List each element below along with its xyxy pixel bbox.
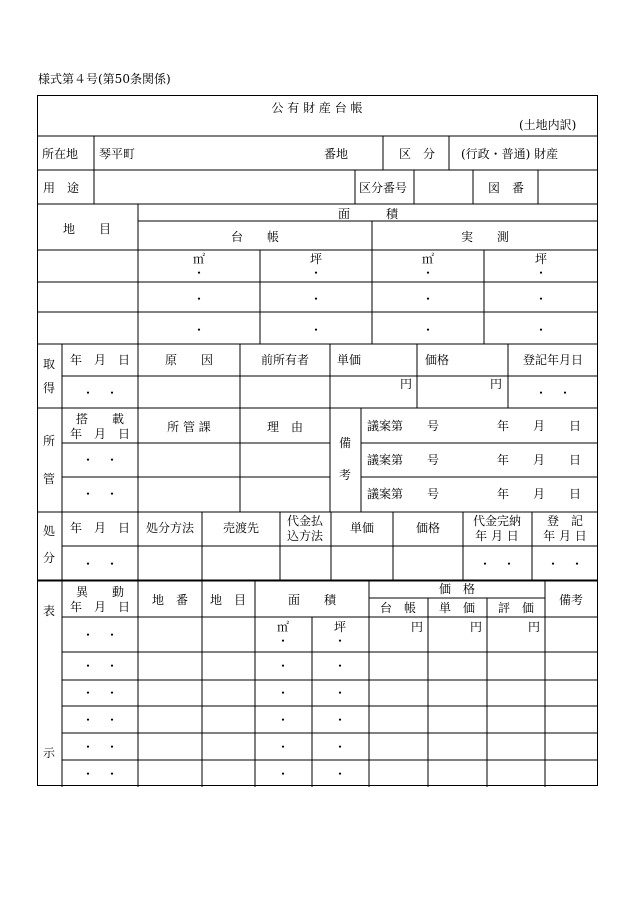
date-placeholder: ・ ・ <box>81 713 119 727</box>
ledger-title: 公 有 財 産 台 帳 <box>271 101 363 115</box>
ledger-subtitle: (土地内訳) <box>519 118 577 132</box>
disposal-date-header: 年 月 日 <box>69 521 131 535</box>
display-remarks-header: 備考 <box>558 593 584 607</box>
form-label: 様式第４号(第50条関係) <box>38 72 171 86</box>
form-grid-lines <box>37 95 598 787</box>
acquisition-date-header: 年 月 日 <box>69 353 131 367</box>
disposal-registration-header-bottom: 年 月 日 <box>543 529 587 543</box>
acquisition-price-header: 価格 <box>425 353 450 367</box>
decimal-dot: ・ <box>534 323 548 337</box>
decimal-dot: ・ <box>333 767 347 781</box>
disposal-registration-header-top: 登 記 <box>546 514 584 528</box>
area-label: 面 積 <box>337 207 399 221</box>
registration-date-header: 登記年月日 <box>522 353 584 367</box>
decimal-dot: ・ <box>276 740 290 754</box>
decimal-dot: ・ <box>276 659 290 673</box>
date-placeholder: ・ ・ <box>81 740 119 754</box>
date-placeholder: ・ ・ <box>81 487 119 501</box>
reason-header: 理 由 <box>266 420 304 434</box>
map-number-label: 図 番 <box>488 181 525 195</box>
buyer-header: 売渡先 <box>222 521 260 535</box>
display-area-header: 面 積 <box>287 593 337 607</box>
location-value[interactable]: 琴平町 <box>99 147 136 161</box>
decimal-dot: ・ <box>333 634 347 648</box>
cause-header: 原 因 <box>164 353 214 367</box>
decimal-dot: ・ <box>309 292 323 306</box>
payment-method-header-top: 代金払 <box>286 514 324 528</box>
decimal-dot: ・ <box>333 686 347 700</box>
decimal-dot: ・ <box>309 323 323 337</box>
management-label-bottom: 管 <box>42 472 56 486</box>
bill-date: 年 月 日 <box>497 453 582 467</box>
remarks-label-bottom: 考 <box>338 468 352 482</box>
bill-number: 議案第 号 <box>367 453 440 467</box>
date-placeholder: ・ ・ <box>81 453 119 467</box>
sqm-unit: ㎡ <box>276 620 290 634</box>
survey-area-label: 実 測 <box>460 230 510 244</box>
bill-number: 議案第 号 <box>367 419 440 433</box>
sqm-unit-ledger: ㎡ <box>192 252 206 266</box>
entry-header-top: 搭 載 <box>75 412 125 426</box>
use-label: 用 途 <box>43 181 80 195</box>
bill-number: 議案第 号 <box>367 487 440 501</box>
date-placeholder: ・ ・ <box>81 557 119 571</box>
sqm-unit-survey: ㎡ <box>421 252 435 266</box>
payment-complete-header-bottom: 年 月 日 <box>475 529 519 543</box>
disposal-label-top: 処 <box>42 524 56 538</box>
yen-unit: 円 <box>411 620 424 634</box>
decimal-dot: ・ <box>276 767 290 781</box>
lot-number-header: 地 番 <box>151 593 189 607</box>
acquisition-unit-price-header: 単価 <box>337 353 362 367</box>
tsubo-unit-survey: 坪 <box>534 252 548 266</box>
decimal-dot: ・ <box>421 292 435 306</box>
decimal-dot: ・ <box>333 659 347 673</box>
bill-date: 年 月 日 <box>497 419 582 433</box>
decimal-dot: ・ <box>534 292 548 306</box>
location-label: 所在地 <box>42 147 79 161</box>
decimal-dot: ・ <box>333 713 347 727</box>
tsubo-unit-ledger: 坪 <box>309 252 323 266</box>
display-land-category-header: 地 目 <box>209 593 247 607</box>
acquisition-label-top: 取 <box>42 357 56 371</box>
decimal-dot: ・ <box>421 266 435 280</box>
bill-date: 年 月 日 <box>497 487 582 501</box>
decimal-dot: ・ <box>192 323 206 337</box>
land-ledger-form <box>37 95 598 787</box>
payment-complete-header-top: 代金完納 <box>472 514 522 528</box>
category-number-label: 区分番号 <box>359 181 408 195</box>
change-header-top: 異 動 <box>75 585 125 599</box>
decimal-dot: ・ <box>192 292 206 306</box>
date-placeholder: ・ ・ <box>546 557 584 571</box>
disposal-label-bottom: 分 <box>42 551 56 565</box>
decimal-dot: ・ <box>276 686 290 700</box>
display-ledger-header: 台 帳 <box>379 601 417 615</box>
yen-unit: 円 <box>490 377 503 391</box>
date-placeholder: ・ ・ <box>534 386 572 400</box>
land-category-label: 地 目 <box>62 222 112 236</box>
department-header: 所 管 課 <box>167 420 211 434</box>
decimal-dot: ・ <box>192 266 206 280</box>
display-unit-price-header: 単 価 <box>438 601 476 615</box>
ledger-area-label: 台 帳 <box>230 230 280 244</box>
yen-unit: 円 <box>528 620 541 634</box>
decimal-dot: ・ <box>276 634 290 648</box>
date-placeholder: ・ ・ <box>81 767 119 781</box>
remarks-label-top: 備 <box>338 436 352 450</box>
date-placeholder: ・ ・ <box>81 686 119 700</box>
yen-unit: 円 <box>470 620 483 634</box>
date-placeholder: ・ ・ <box>478 557 516 571</box>
decimal-dot: ・ <box>534 266 548 280</box>
yen-unit: 円 <box>400 377 413 391</box>
display-label-top: 表 <box>42 604 56 618</box>
decimal-dot: ・ <box>276 713 290 727</box>
display-price-header: 価 格 <box>438 582 476 596</box>
disposal-method-header: 処分方法 <box>145 521 195 535</box>
disposal-unit-price-header: 単価 <box>349 521 375 535</box>
division-value: (行政・普通) 財産 <box>461 147 559 161</box>
display-label-bottom: 示 <box>42 746 56 760</box>
date-placeholder: ・ ・ <box>81 659 119 673</box>
display-valuation-header: 評 価 <box>497 601 535 615</box>
entry-header-bottom: 年 月 日 <box>69 427 131 441</box>
payment-method-header-bottom: 込方法 <box>286 529 324 543</box>
date-placeholder: ・ ・ <box>81 386 119 400</box>
change-header-bottom: 年 月 日 <box>69 600 131 614</box>
management-label-top: 所 <box>42 434 56 448</box>
lot-label: 番地 <box>324 147 349 161</box>
acquisition-label-bottom: 得 <box>42 381 56 395</box>
tsubo-unit: 坪 <box>333 620 347 634</box>
decimal-dot: ・ <box>309 266 323 280</box>
decimal-dot: ・ <box>421 323 435 337</box>
previous-owner-header: 前所有者 <box>260 353 310 367</box>
disposal-price-header: 価格 <box>415 521 441 535</box>
date-placeholder: ・ ・ <box>81 628 119 642</box>
division-label: 区 分 <box>399 147 436 161</box>
decimal-dot: ・ <box>333 740 347 754</box>
